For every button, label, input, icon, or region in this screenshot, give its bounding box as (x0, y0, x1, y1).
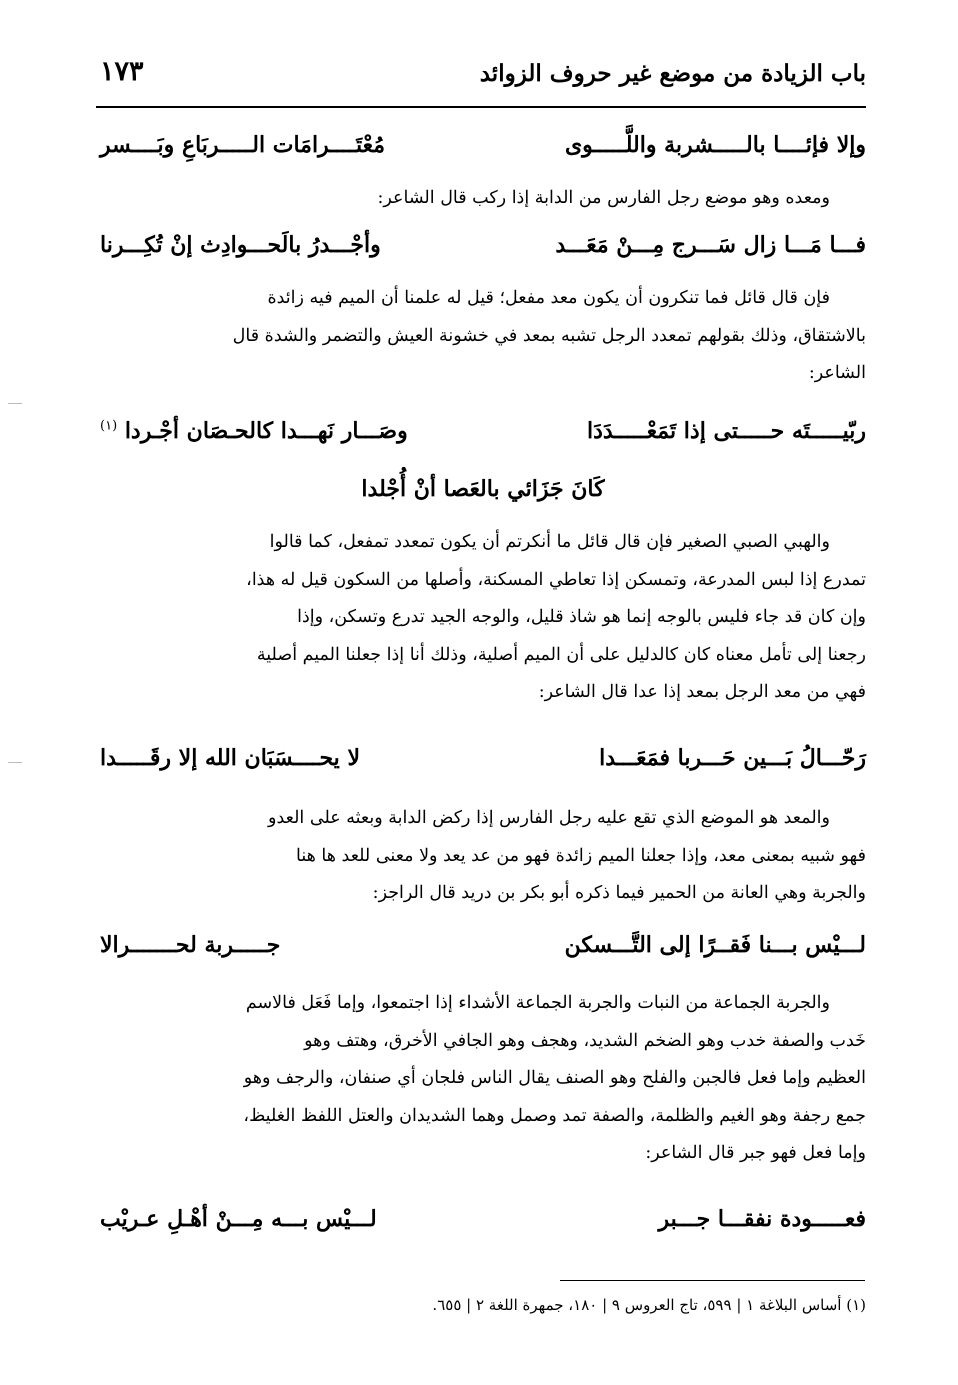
paragraph-line: وإن كان قد جاء فليس بالوجه إنما هو شاذ قليل، والوجه الجيد تدرع وتسكن، وإذا (297, 607, 866, 628)
verse-first-hemistich: وإلا فإئــــا بالـــــشربة واللَّـــــوى (564, 132, 866, 158)
verse-line-centered (100, 476, 866, 518)
verse-centered: كَانَ جَزَائي بالعَصا أنْ أُجْلدا (361, 476, 605, 502)
paragraph-line: وإما فعل فهو جبر قال الشاعر: (645, 1143, 866, 1164)
verse-line (100, 1206, 866, 1248)
paragraph-line: رجعنا إلى تأمل معناه كان كالدليل على أن الميم أصلية، وذلك أنا إذا جعلنا الميم أصلية (256, 644, 866, 665)
paragraph-line: فهو شبيه بمعنى معد، وإذا جعلنا الميم زائدة فهو من عد يعد ولا معنى للعد ها هنا (295, 845, 866, 866)
paragraph-line: والهبي الصبي الصغير فإن قال قائل ما أنكرتم أن يكون تمعدد تمفعل، كما قالوا (269, 532, 830, 552)
paragraph-line: جمع رجفة وهو الغيم والظلمة، والصفة تمد وصمل وهما الشديدان والعتل اللفظ الغليظ، (243, 1105, 866, 1126)
margin-mark (8, 403, 22, 404)
verse-line (100, 932, 866, 974)
running-header (96, 56, 866, 108)
running-title: باب الزيادة من موضع غير حروف الزوائد (479, 60, 866, 87)
verse-first-hemistich: فـــا مَـــا زال سَـــرج مِـــنْ مَعَـــد (555, 232, 866, 258)
paragraph (98, 985, 866, 1173)
footnote-reference: (١) (100, 418, 118, 434)
page-number: ١٧٣ (100, 56, 144, 87)
margin-mark (8, 762, 22, 763)
paragraph-line: والجربة وهي العانة من الحمير فيما ذكره أبو بكر بن دريد قال الراجز: (372, 883, 866, 904)
paragraph-line: تمدرع إذا لبس المدرعة، وتمسكن إذا تعاطي المسكنة، وأصلها من السكون قيل له هذا، (246, 569, 866, 590)
paragraph-line: والمعد هو الموضع الذي تقع عليه رجل الفارس إذا ركض الدابة وبعثه على العدو (268, 808, 830, 828)
verse-first-hemistich: لـــيْس بـــنا فَقــرًا إلى التَّـــسكن (564, 932, 866, 958)
verse-second-hemistich: جـــــربة لحـــــــرالا (100, 932, 281, 958)
paragraph (98, 180, 866, 218)
verse-second-hemistich: وأجْـــدرُ بالَحـــوادِث إنْ تُكِـــرنا (100, 232, 381, 258)
paragraph-line: فإن قال قائل فما تنكرون أن يكون معد مفعل؛ قيل له علمنا أن الميم فيه زائدة (267, 288, 830, 308)
paragraph (98, 524, 866, 712)
paragraph (98, 800, 866, 913)
verse-second-hemistich: مُعْتَــــرامَات الـــــربَاعِ وبَــــسر (100, 132, 386, 158)
footnote: (١) أساس البلاغة ١ | ٥٩٩، تاج العروس ٩ | ١٨٠، جمهرة اللغة ٢ | ٦٥٥. (432, 1296, 866, 1314)
verse-first-hemistich: ربّيـــــتَه حـــــتى إذا تَمَعْـــــدَدَا (587, 418, 866, 444)
verse-second-hemistich: وصَـــار نَهـــدا كالحـصَان أجْـردا $^{(١)}$ (100, 418, 408, 444)
paragraph-line: العظيم وإما فعل فالجبن والفلح وهو الصنف يقال الناس فلجان أي صنفان، والرجف وهو (243, 1068, 866, 1089)
paragraph-line: ومعده وهو موضع رجل الفارس من الدابة إذا ركب قال الشاعر: (377, 188, 830, 208)
verse-first-hemistich: رَحّـــالُ بَـــين حَـــربا فمَعَـــدا (599, 745, 866, 771)
verse-line (100, 418, 866, 460)
paragraph-line: بالاشتقاق، وذلك بقولهم تمعدد الرجل تشبه بمعد في خشونة العيش والتضمر والشدة قال (232, 325, 866, 346)
paragraph-line: فهي من معد الرجل بمعد إذا عدا قال الشاعر: (538, 682, 866, 703)
paragraph (98, 280, 866, 393)
verse-line (100, 132, 866, 174)
verse-first-hemistich: فعـــــودة نفقـــا جـــبر (658, 1206, 866, 1232)
verse-line (100, 232, 866, 274)
paragraph-line: والجربة الجماعة من النبات والجربة الجماعة الأشداء إذا اجتمعوا، وإما فَعَل فالاسم (245, 993, 830, 1013)
footnote-separator (560, 1280, 865, 1281)
verse-line (100, 745, 866, 787)
paragraph-line: خَدب والصفة خدب وهو الضخم الشديد، وهجف وهو الجافي الأخرق، وهتف وهو (304, 1030, 866, 1051)
paragraph-line: الشاعر: (808, 363, 866, 384)
verse-second-hemistich: لا يحــــسَبَان الله إلا رقَـــــدا (100, 745, 360, 771)
verse-second-hemistich: لـــيْس بـــه مِـــنْ أهْـلِ عـريْب (100, 1206, 377, 1232)
